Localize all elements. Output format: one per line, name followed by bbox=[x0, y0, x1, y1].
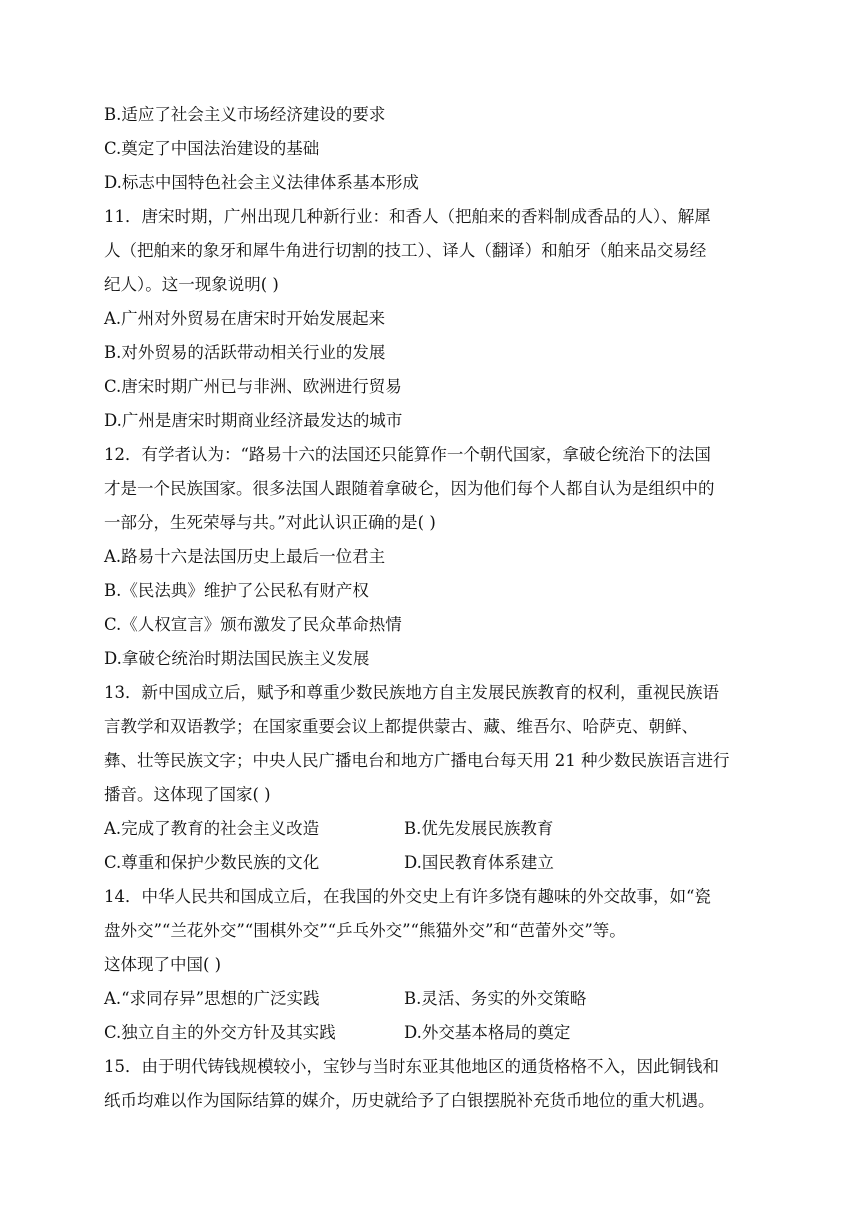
q11-option-d: D.广州是唐宋时期商业经济最发达的城市 bbox=[104, 411, 403, 430]
q11-stem-line: 人（把舶来的象牙和犀牛角进行切割的技工）、译人（翻译）和舶牙（舶来品交易经 bbox=[104, 241, 707, 260]
q13-stem-line: 言教学和双语教学；在国家重要会议上都提供蒙古、藏、维吾尔、哈萨克、朝鲜、 bbox=[104, 717, 698, 736]
q12-stem-line: 一部分，生死荣辱与共。”对此认识正确的是( ) bbox=[104, 513, 436, 532]
q10-option-c: C.奠定了中国法治建设的基础 bbox=[104, 139, 320, 158]
q10-option-d: D.标志中国特色社会主义法律体系基本形成 bbox=[104, 173, 419, 192]
q14-option-b: B.灵活、务实的外交策略 bbox=[404, 989, 587, 1008]
q13-stem-line: 播音。这体现了国家( ) bbox=[104, 785, 271, 804]
q12-stem-line: 才是一个民族国家。很多法国人跟随着拿破仑，因为他们每个人都自认为是组织中的 bbox=[104, 479, 715, 498]
q12-option-a: A.路易十六是法国历史上最后一位君主 bbox=[104, 547, 386, 566]
q11-option-c: C.唐宋时期广州已与非洲、欧洲进行贸易 bbox=[104, 377, 402, 396]
q11-stem-line: 纪人）。这一现象说明( ) bbox=[104, 275, 279, 294]
q14-option-d: D.外交基本格局的奠定 bbox=[404, 1023, 571, 1042]
q11-option-a: A.广州对外贸易在唐宋时开始发展起来 bbox=[104, 309, 386, 328]
q12-option-b: B.《民法典》维护了公民私有财产权 bbox=[104, 581, 369, 600]
q14-option-a: A.“求同存异”思想的广泛实践 bbox=[104, 989, 320, 1008]
q14-stem-line: 这体现了中国( ) bbox=[104, 955, 222, 974]
q14-option-c: C.独立自主的外交方针及其实践 bbox=[104, 1023, 336, 1042]
q13-option-a: A.完成了教育的社会主义改造 bbox=[104, 819, 320, 838]
q12-option-c: C.《人权宣言》颁布激发了民众革命热情 bbox=[104, 615, 402, 634]
q13-option-c: C.尊重和保护少数民族的文化 bbox=[104, 853, 320, 872]
q13-option-b: B.优先发展民族教育 bbox=[404, 819, 554, 838]
q14-stem-line: 盘外交”“兰花外交”“围棋外交”“乒乓外交”“熊猫外交”和“芭蕾外交”等。 bbox=[104, 921, 626, 940]
q12-option-d: D.拿破仑统治时期法国民族主义发展 bbox=[104, 649, 370, 668]
q14-stem-line: 14．中华人民共和国成立后，在我国的外交史上有许多饶有趣味的外交故事，如“瓷 bbox=[104, 887, 711, 906]
q11-option-b: B.对外贸易的活跃带动相关行业的发展 bbox=[104, 343, 386, 362]
q13-stem-line: 13．新中国成立后，赋予和尊重少数民族地方自主发展民族教育的权利，重视民族语 bbox=[104, 683, 719, 702]
q11-stem-line: 11．唐宋时期，广州出现几种新行业：和香人（把舶来的香料制成香品的人）、解犀 bbox=[104, 207, 711, 226]
q12-stem-line: 12．有学者认为：“路易十六的法国还只能算作一个朝代国家，拿破仑统治下的法国 bbox=[104, 445, 711, 464]
q15-stem-line: 15．由于明代铸钱规模较小，宝钞与当时东亚其他地区的通货格格不入，因此铜钱和 bbox=[104, 1057, 719, 1076]
q13-option-d: D.国民教育体系建立 bbox=[404, 853, 554, 872]
q13-stem-line: 彝、壮等民族文字；中央人民广播电台和地方广播电台每天用 21 种少数民族语言进行 bbox=[104, 751, 730, 770]
q10-option-b: B.适应了社会主义市场经济建设的要求 bbox=[104, 105, 386, 124]
q15-stem-line: 纸币均难以作为国际结算的媒介，历史就给予了白银摆脱补充货币地位的重大机遇。 bbox=[104, 1091, 715, 1110]
